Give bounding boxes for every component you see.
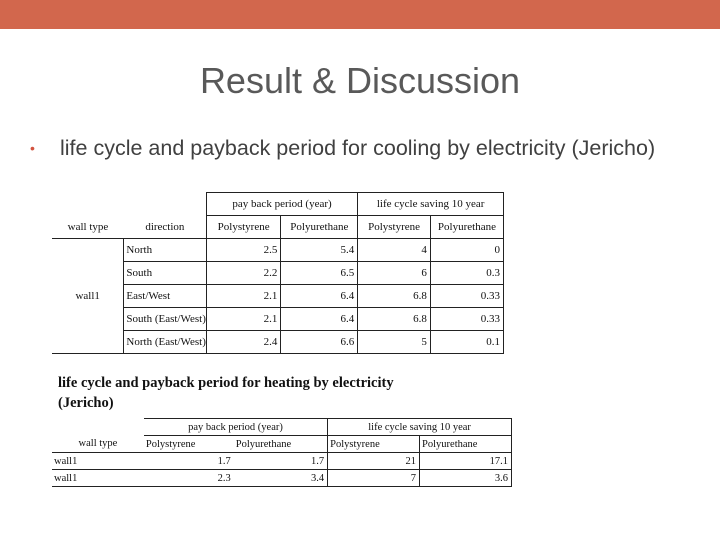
value-cell: 4 [358, 239, 431, 262]
heating-results-table [52, 418, 512, 487]
wall-type-cell: wall1 [52, 470, 144, 487]
direction-cell: North (East/West) [124, 331, 206, 354]
group-header: pay back period (year) [206, 193, 357, 216]
value-cell: 21 [328, 453, 420, 470]
value-cell: 2.1 [206, 285, 281, 308]
value-cell: 6.4 [281, 308, 358, 331]
value-cell: 6.4 [281, 285, 358, 308]
value-cell: 3.4 [234, 470, 328, 487]
bullet-marker: • [30, 140, 35, 156]
column-header: Polyurethane [430, 216, 503, 239]
cooling-results-table [52, 192, 504, 354]
bullet-text: life cycle and payback period for cooling by electricity (Jericho) [60, 136, 656, 160]
column-header: Polyurethane [234, 436, 328, 453]
column-header: Polystyrene [144, 436, 234, 453]
value-cell: 2.3 [144, 470, 234, 487]
group-header: pay back period (year) [144, 419, 328, 436]
value-cell: 1.7 [234, 453, 328, 470]
value-cell: 17.1 [420, 453, 512, 470]
column-header: Polyurethane [281, 216, 358, 239]
value-cell: 6.5 [281, 262, 358, 285]
value-cell: 6.8 [358, 285, 431, 308]
wall-type-cell: wall1 [52, 453, 144, 470]
slide-title: Result & Discussion [199, 60, 521, 101]
value-cell: 0 [430, 239, 503, 262]
column-header: Polyurethane [420, 436, 512, 453]
column-header: wall type [52, 436, 144, 453]
value-cell: 0.1 [430, 331, 503, 354]
direction-cell: East/West [124, 285, 206, 308]
value-cell: 6.8 [358, 308, 431, 331]
wall-type-cell: wall1 [52, 239, 124, 354]
value-cell: 2.5 [206, 239, 281, 262]
direction-cell: South (East/West) [124, 308, 206, 331]
column-header: Polystyrene [206, 216, 281, 239]
value-cell: 0.33 [430, 285, 503, 308]
value-cell: 5 [358, 331, 431, 354]
heating-table-caption: life cycle and payback period for heating by electricity (Jericho) [58, 375, 394, 411]
table-row [52, 453, 512, 470]
value-cell: 2.1 [206, 308, 281, 331]
value-cell: 1.7 [144, 453, 234, 470]
column-header: direction [124, 216, 206, 239]
value-cell: 7 [328, 470, 420, 487]
value-cell: 3.6 [420, 470, 512, 487]
value-cell: 0.3 [430, 262, 503, 285]
value-cell: 0.33 [430, 308, 503, 331]
bullet-item [30, 134, 700, 162]
top-accent-bar [0, 0, 720, 29]
group-header: life cycle saving 10 year [328, 419, 512, 436]
table-row [52, 239, 504, 262]
value-cell: 6 [358, 262, 431, 285]
column-header: Polystyrene [358, 216, 431, 239]
column-header: Polystyrene [328, 436, 420, 453]
value-cell: 2.4 [206, 331, 281, 354]
value-cell: 6.6 [281, 331, 358, 354]
value-cell: 5.4 [281, 239, 358, 262]
column-header: wall type [52, 216, 124, 239]
group-header: life cycle saving 10 year [358, 193, 504, 216]
table-row [52, 470, 512, 487]
value-cell: 2.2 [206, 262, 281, 285]
direction-cell: South [124, 262, 206, 285]
direction-cell: North [124, 239, 206, 262]
